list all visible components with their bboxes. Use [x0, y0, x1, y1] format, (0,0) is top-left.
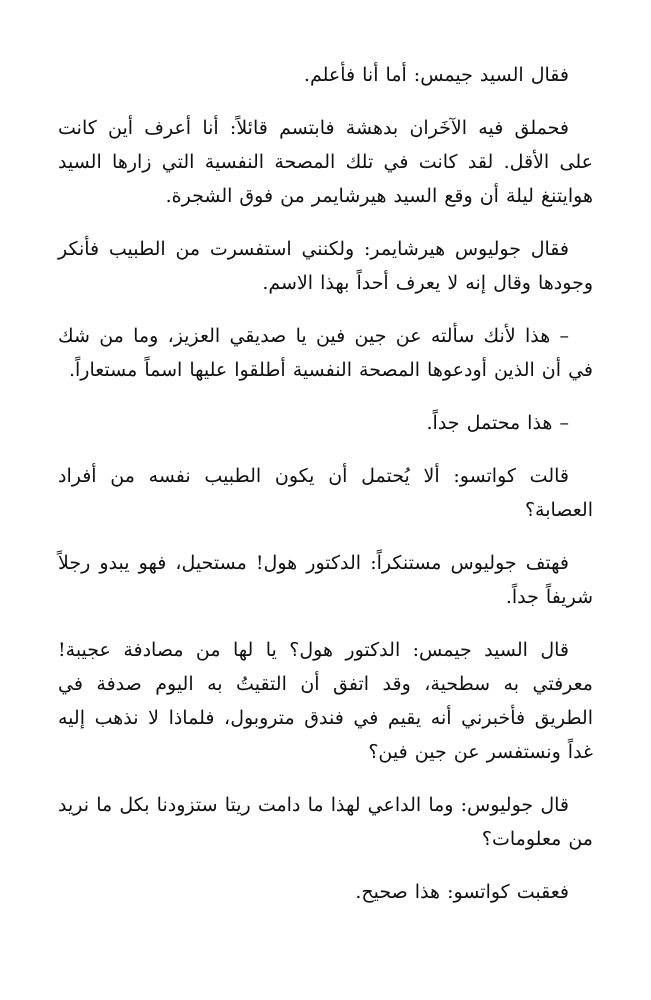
- paragraph: قال السيد جيمس: الدكتور هول؟ يا لها من مصادفة عجيبة! معرفتي به سطحية، وقد اتفق أن التقيتُ به اليوم صدفة في الطريق فأخبرني أنه يقيم في فندق متروبول، فلماذا لا نذهب إليه غداً ونستفسر عن جين فين؟: [58, 639, 593, 763]
- paragraph: فحملق فيه الآخَران بدهشة فابتسم قائلاً: أنا أعرف أين كانت على الأقل. لقد كانت في تلك المصحة النفسية التي زارها السيد هوايتنغ ليلة أن وقع السيد هيرشايمر من فوق الشجرة.: [58, 117, 593, 207]
- paragraph: فقال جوليوس هيرشايمر: ولكنني استفسرت من الطبيب فأنكر وجودها وقال إنه لا يعرف أحداً بهذا الاسم.: [58, 238, 593, 294]
- paragraph: فعقبت كواتسو: هذا صحيح.: [355, 881, 569, 903]
- paragraph: – هذا محتمل جداً.: [426, 412, 569, 434]
- paragraph: قال جوليوس: وما الداعي لهذا ما دامت ريتا ستزودنا بكل ما نريد من معلومات؟: [58, 794, 593, 850]
- paragraph: فهتف جوليوس مستنكراً: الدكتور هول! مستحيل، فهو يبدو رجلاً شريفاً جداً.: [58, 552, 593, 608]
- paragraph: – هذا لأنك سألته عن جين فين يا صديقي العزيز، وما من شك في أن الذين أودعوها المصحة النفسية أطلقوا عليها اسماً مستعاراً.: [58, 325, 593, 381]
- paragraph: قالت كواتسو: ألا يُحتمل أن يكون الطبيب نفسه من أفراد العصابة؟: [58, 465, 593, 521]
- paragraph: فقال السيد جيمس: أما أنا فأعلم.: [303, 64, 569, 86]
